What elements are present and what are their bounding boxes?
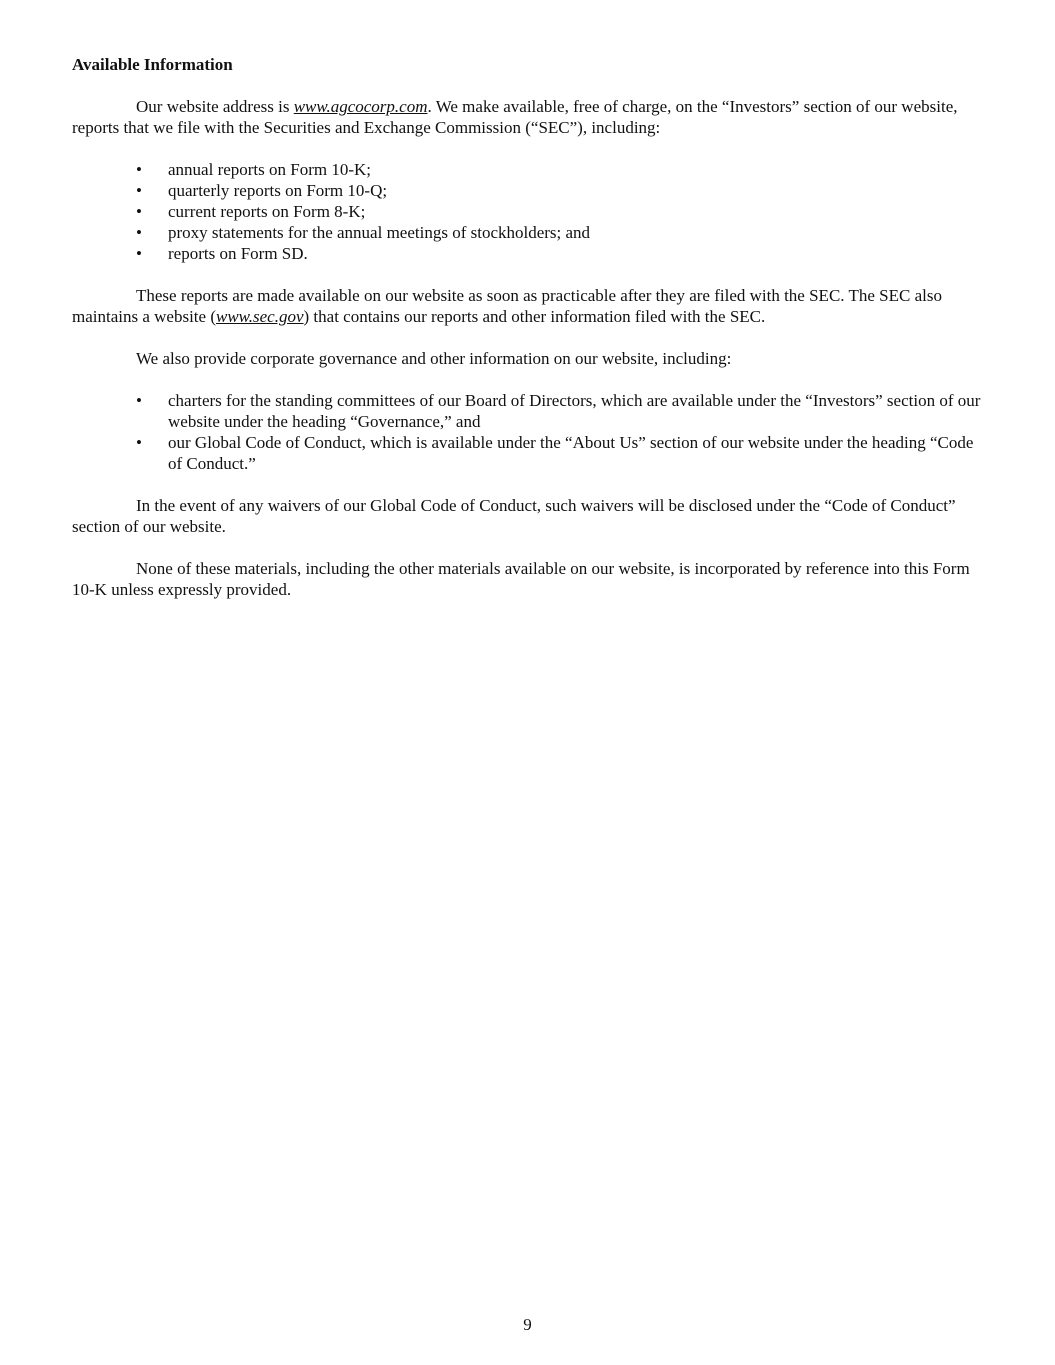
intro-paragraph: [72, 96, 984, 138]
governance-list: [72, 390, 984, 474]
sec-website-link[interactable]: www.sec.gov: [216, 307, 304, 326]
list-item-text: quarterly reports on Form 10-Q;: [168, 181, 388, 200]
availability-paragraph: [72, 285, 984, 327]
list-item-text: proxy statements for the annual meetings of stockholders; and: [168, 223, 591, 242]
bullet-icon: •: [136, 160, 142, 179]
bullet-icon: •: [136, 202, 142, 221]
list-item: [72, 159, 984, 180]
list-item-text: our Global Code of Conduct, which is available under the “About Us” section of our website under the heading “Code of Conduct.”: [168, 433, 974, 473]
waivers-paragraph: In the event of any waivers of our Global Code of Conduct, such waivers will be disclosed under the “Code of Conduct” section of our website.: [72, 496, 956, 536]
list-item: [72, 201, 984, 222]
page-number: 9: [523, 1315, 532, 1334]
document-page: [72, 54, 984, 621]
list-item: [72, 243, 984, 264]
list-item: [72, 432, 984, 474]
bullet-icon: •: [136, 433, 142, 452]
list-item: [72, 222, 984, 243]
list-item: [72, 390, 984, 432]
list-item-text: current reports on Form 8-K;: [168, 202, 366, 221]
bullet-icon: •: [136, 391, 142, 410]
list-item-text: charters for the standing committees of our Board of Directors, which are available under the “Investors” section of our website under the heading “Governance,” and: [168, 391, 981, 431]
list-item-text: annual reports on Form 10-K;: [168, 160, 372, 179]
list-item: [72, 180, 984, 201]
list-item-text: reports on Form SD.: [168, 244, 308, 263]
agcocorp-website-link[interactable]: www.agcocorp.com: [293, 97, 428, 116]
availability-text-end: ) that contains our reports and other information filed with the SEC.: [303, 307, 766, 326]
bullet-icon: •: [136, 181, 142, 200]
bullet-icon: •: [136, 223, 142, 242]
governance-intro-paragraph: We also provide corporate governance and other information on our website, including:: [136, 349, 732, 368]
intro-text-start: Our website address is: [136, 97, 294, 116]
section-heading: Available Information: [72, 55, 233, 74]
reports-list: [72, 159, 984, 264]
intro-text-end: . We make available, free of charge, on the “Investors” section of our website, reports that we file with the Securities and Exchange Commission (“SEC”), including:: [72, 97, 958, 137]
bullet-icon: •: [136, 244, 142, 263]
incorporation-paragraph: None of these materials, including the other materials available on our website, is incorporated by reference into this Form 10-K unless expressly provided.: [72, 559, 970, 599]
availability-text-start: These reports are made available on our website as soon as practicable after they are filed with the SEC. The SEC also maintains a website (: [72, 286, 942, 326]
